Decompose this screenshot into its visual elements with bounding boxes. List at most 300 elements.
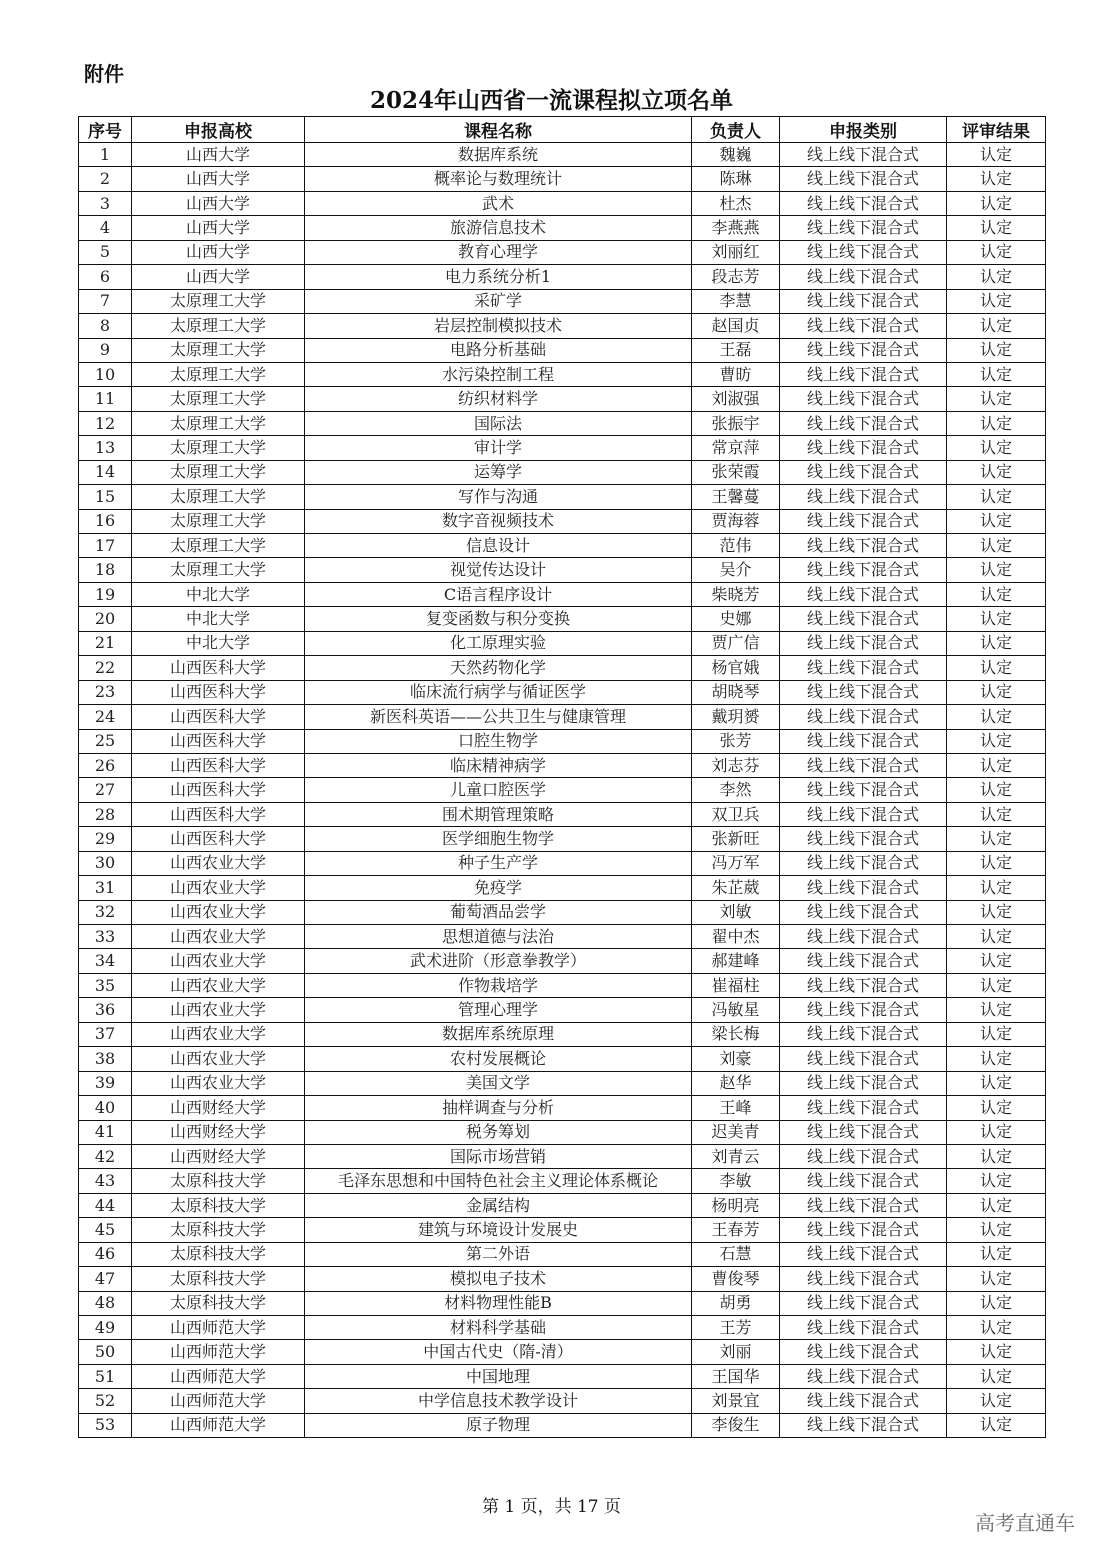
cell-category: 线上线下混合式 (780, 1340, 947, 1364)
cell-lead: 胡勇 (692, 1291, 780, 1315)
cell-category: 线上线下混合式 (780, 1071, 947, 1095)
cell-result: 认定 (947, 1267, 1046, 1291)
cell-course-name: 概率论与数理统计 (305, 167, 692, 191)
table-row (79, 265, 1046, 289)
cell-university: 山西农业大学 (132, 876, 305, 900)
cell-university: 山西农业大学 (132, 925, 305, 949)
course-list-table (78, 116, 1046, 1438)
cell-index: 29 (79, 827, 132, 851)
cell-university: 太原科技大学 (132, 1242, 305, 1266)
cell-category: 线上线下混合式 (780, 289, 947, 313)
cell-category: 线上线下混合式 (780, 827, 947, 851)
cell-university: 太原理工大学 (132, 387, 305, 411)
cell-category: 线上线下混合式 (780, 338, 947, 362)
cell-university: 山西大学 (132, 216, 305, 240)
cell-index: 11 (79, 387, 132, 411)
table-row (79, 1413, 1046, 1437)
cell-result: 认定 (947, 582, 1046, 606)
cell-course-name: 毛泽东思想和中国特色社会主义理论体系概论 (305, 1169, 692, 1193)
cell-lead: 刘丽 (692, 1340, 780, 1364)
cell-lead: 张振宇 (692, 411, 780, 435)
cell-course-name: 数字音视频技术 (305, 509, 692, 533)
cell-university: 山西财经大学 (132, 1096, 305, 1120)
cell-course-name: 管理心理学 (305, 998, 692, 1022)
cell-university: 山西农业大学 (132, 1022, 305, 1046)
cell-result: 认定 (947, 411, 1046, 435)
table-row (79, 143, 1046, 167)
watermark: 高考直通车 (975, 1511, 1075, 1535)
cell-lead: 戴玥赟 (692, 705, 780, 729)
table-row (79, 1389, 1046, 1413)
cell-result: 认定 (947, 949, 1046, 973)
cell-course-name: 新医科英语——公共卫生与健康管理 (305, 705, 692, 729)
cell-index: 28 (79, 802, 132, 826)
cell-lead: 张新旺 (692, 827, 780, 851)
cell-course-name: 武术 (305, 191, 692, 215)
cell-index: 17 (79, 534, 132, 558)
cell-category: 线上线下混合式 (780, 778, 947, 802)
cell-index: 21 (79, 631, 132, 655)
header-course-name: 课程名称 (305, 117, 692, 143)
cell-index: 15 (79, 485, 132, 509)
cell-result: 认定 (947, 827, 1046, 851)
cell-index: 1 (79, 143, 132, 167)
cell-lead: 刘志芬 (692, 753, 780, 777)
cell-course-name: 复变函数与积分变换 (305, 607, 692, 631)
cell-course-name: 农村发展概论 (305, 1047, 692, 1071)
cell-category: 线上线下混合式 (780, 362, 947, 386)
cell-lead: 李敏 (692, 1169, 780, 1193)
cell-index: 5 (79, 240, 132, 264)
cell-university: 太原理工大学 (132, 411, 305, 435)
cell-university: 山西财经大学 (132, 1120, 305, 1144)
cell-index: 7 (79, 289, 132, 313)
cell-lead: 杨官娥 (692, 656, 780, 680)
cell-lead: 王馨蔓 (692, 485, 780, 509)
table-row (79, 949, 1046, 973)
cell-course-name: 免疫学 (305, 876, 692, 900)
cell-category: 线上线下混合式 (780, 851, 947, 875)
cell-lead: 翟中杰 (692, 925, 780, 949)
cell-lead: 刘青云 (692, 1144, 780, 1168)
cell-university: 山西大学 (132, 191, 305, 215)
table-row (79, 827, 1046, 851)
cell-category: 线上线下混合式 (780, 1316, 947, 1340)
table-row (79, 1193, 1046, 1217)
table-row (79, 460, 1046, 484)
cell-course-name: 美国文学 (305, 1071, 692, 1095)
cell-result: 认定 (947, 1022, 1046, 1046)
cell-result: 认定 (947, 656, 1046, 680)
cell-university: 山西大学 (132, 240, 305, 264)
table-header-row (79, 117, 1046, 143)
cell-university: 山西农业大学 (132, 900, 305, 924)
table-row (79, 1022, 1046, 1046)
table-row (79, 1291, 1046, 1315)
cell-result: 认定 (947, 1071, 1046, 1095)
cell-course-name: 材料物理性能B (305, 1291, 692, 1315)
cell-course-name: 临床精神病学 (305, 753, 692, 777)
cell-university: 太原理工大学 (132, 460, 305, 484)
cell-course-name: 国际市场营销 (305, 1144, 692, 1168)
cell-course-name: 材料科学基础 (305, 1316, 692, 1340)
cell-lead: 王峰 (692, 1096, 780, 1120)
table-row (79, 1267, 1046, 1291)
table-row (79, 1120, 1046, 1144)
cell-lead: 柴晓芳 (692, 582, 780, 606)
cell-category: 线上线下混合式 (780, 729, 947, 753)
cell-course-name: 原子物理 (305, 1413, 692, 1437)
cell-result: 认定 (947, 729, 1046, 753)
cell-result: 认定 (947, 1413, 1046, 1437)
cell-result: 认定 (947, 558, 1046, 582)
cell-university: 山西农业大学 (132, 949, 305, 973)
cell-lead: 王芳 (692, 1316, 780, 1340)
cell-lead: 胡晓琴 (692, 680, 780, 704)
cell-lead: 李燕燕 (692, 216, 780, 240)
table-row (79, 582, 1046, 606)
cell-category: 线上线下混合式 (780, 1364, 947, 1388)
cell-category: 线上线下混合式 (780, 1413, 947, 1437)
cell-index: 32 (79, 900, 132, 924)
cell-course-name: 采矿学 (305, 289, 692, 313)
cell-lead: 刘敏 (692, 900, 780, 924)
table-row (79, 851, 1046, 875)
cell-category: 线上线下混合式 (780, 1169, 947, 1193)
cell-category: 线上线下混合式 (780, 705, 947, 729)
cell-category: 线上线下混合式 (780, 876, 947, 900)
cell-course-name: 武术进阶（形意拳教学） (305, 949, 692, 973)
cell-result: 认定 (947, 1047, 1046, 1071)
header-index: 序号 (79, 117, 132, 143)
cell-lead: 赵国贞 (692, 314, 780, 338)
cell-index: 36 (79, 998, 132, 1022)
cell-index: 47 (79, 1267, 132, 1291)
cell-university: 山西大学 (132, 265, 305, 289)
cell-index: 9 (79, 338, 132, 362)
cell-lead: 赵华 (692, 1071, 780, 1095)
cell-index: 6 (79, 265, 132, 289)
cell-category: 线上线下混合式 (780, 1022, 947, 1046)
cell-category: 线上线下混合式 (780, 1096, 947, 1120)
cell-category: 线上线下混合式 (780, 216, 947, 240)
cell-course-name: 口腔生物学 (305, 729, 692, 753)
table-row (79, 558, 1046, 582)
cell-university: 太原科技大学 (132, 1193, 305, 1217)
cell-index: 37 (79, 1022, 132, 1046)
cell-result: 认定 (947, 289, 1046, 313)
cell-university: 太原理工大学 (132, 509, 305, 533)
cell-category: 线上线下混合式 (780, 900, 947, 924)
cell-lead: 杜杰 (692, 191, 780, 215)
cell-university: 山西医科大学 (132, 680, 305, 704)
cell-result: 认定 (947, 973, 1046, 997)
cell-lead: 吴介 (692, 558, 780, 582)
table-row (79, 1242, 1046, 1266)
page-number: 第 1 页，共 17 页 (481, 1497, 622, 1517)
cell-index: 30 (79, 851, 132, 875)
cell-index: 40 (79, 1096, 132, 1120)
table-row (79, 167, 1046, 191)
cell-result: 认定 (947, 1120, 1046, 1144)
header-university: 申报高校 (132, 117, 305, 143)
table-row (79, 1071, 1046, 1095)
attachment-label: 附件 (84, 62, 124, 86)
table-row (79, 436, 1046, 460)
cell-university: 中北大学 (132, 607, 305, 631)
cell-university: 山西医科大学 (132, 802, 305, 826)
cell-course-name: 数据库系统 (305, 143, 692, 167)
table-row (79, 973, 1046, 997)
table-row (79, 191, 1046, 215)
cell-index: 10 (79, 362, 132, 386)
cell-result: 认定 (947, 607, 1046, 631)
cell-category: 线上线下混合式 (780, 607, 947, 631)
cell-index: 43 (79, 1169, 132, 1193)
cell-index: 4 (79, 216, 132, 240)
table-row (79, 362, 1046, 386)
cell-course-name: 运筹学 (305, 460, 692, 484)
cell-result: 认定 (947, 705, 1046, 729)
cell-index: 25 (79, 729, 132, 753)
cell-course-name: 医学细胞生物学 (305, 827, 692, 851)
cell-index: 13 (79, 436, 132, 460)
cell-lead: 张芳 (692, 729, 780, 753)
cell-lead: 李慧 (692, 289, 780, 313)
cell-category: 线上线下混合式 (780, 167, 947, 191)
cell-university: 太原理工大学 (132, 558, 305, 582)
cell-lead: 曹昉 (692, 362, 780, 386)
table-row (79, 680, 1046, 704)
cell-course-name: 中国古代史（隋-清） (305, 1340, 692, 1364)
cell-university: 中北大学 (132, 631, 305, 655)
cell-course-name: 葡萄酒品尝学 (305, 900, 692, 924)
cell-index: 27 (79, 778, 132, 802)
table-row (79, 876, 1046, 900)
table-row (79, 998, 1046, 1022)
cell-result: 认定 (947, 1096, 1046, 1120)
cell-university: 山西医科大学 (132, 729, 305, 753)
cell-university: 山西医科大学 (132, 827, 305, 851)
cell-university: 山西师范大学 (132, 1340, 305, 1364)
cell-lead: 杨明亮 (692, 1193, 780, 1217)
cell-university: 山西师范大学 (132, 1316, 305, 1340)
table-row (79, 1047, 1046, 1071)
cell-index: 14 (79, 460, 132, 484)
cell-result: 认定 (947, 240, 1046, 264)
cell-university: 太原理工大学 (132, 289, 305, 313)
cell-university: 山西大学 (132, 167, 305, 191)
cell-result: 认定 (947, 1340, 1046, 1364)
cell-course-name: 种子生产学 (305, 851, 692, 875)
cell-course-name: 建筑与环境设计发展史 (305, 1218, 692, 1242)
cell-lead: 刘豪 (692, 1047, 780, 1071)
cell-category: 线上线下混合式 (780, 656, 947, 680)
cell-category: 线上线下混合式 (780, 1291, 947, 1315)
cell-lead: 梁长梅 (692, 1022, 780, 1046)
cell-course-name: 视觉传达设计 (305, 558, 692, 582)
cell-index: 18 (79, 558, 132, 582)
cell-index: 2 (79, 167, 132, 191)
table-row (79, 778, 1046, 802)
header-category: 申报类别 (780, 117, 947, 143)
cell-category: 线上线下混合式 (780, 1193, 947, 1217)
cell-category: 线上线下混合式 (780, 143, 947, 167)
cell-index: 49 (79, 1316, 132, 1340)
cell-category: 线上线下混合式 (780, 949, 947, 973)
table-row (79, 705, 1046, 729)
cell-lead: 张荣霞 (692, 460, 780, 484)
cell-course-name: 儿童口腔医学 (305, 778, 692, 802)
table-row (79, 1364, 1046, 1388)
table-row (79, 387, 1046, 411)
cell-result: 认定 (947, 900, 1046, 924)
cell-category: 线上线下混合式 (780, 1242, 947, 1266)
table-row (79, 900, 1046, 924)
cell-lead: 贾海蓉 (692, 509, 780, 533)
cell-lead: 常京萍 (692, 436, 780, 460)
cell-result: 认定 (947, 485, 1046, 509)
cell-course-name: 岩层控制模拟技术 (305, 314, 692, 338)
cell-result: 认定 (947, 1242, 1046, 1266)
table-row (79, 1169, 1046, 1193)
table-row (79, 631, 1046, 655)
cell-result: 认定 (947, 1291, 1046, 1315)
table-row (79, 925, 1046, 949)
table-row (79, 485, 1046, 509)
cell-lead: 魏巍 (692, 143, 780, 167)
cell-lead: 段志芳 (692, 265, 780, 289)
cell-university: 太原理工大学 (132, 534, 305, 558)
table-row (79, 314, 1046, 338)
cell-result: 认定 (947, 802, 1046, 826)
table-row (79, 753, 1046, 777)
cell-university: 山西农业大学 (132, 998, 305, 1022)
cell-category: 线上线下混合式 (780, 1218, 947, 1242)
cell-index: 38 (79, 1047, 132, 1071)
cell-university: 山西财经大学 (132, 1144, 305, 1168)
cell-category: 线上线下混合式 (780, 1047, 947, 1071)
cell-course-name: 第二外语 (305, 1242, 692, 1266)
cell-result: 认定 (947, 1144, 1046, 1168)
cell-index: 48 (79, 1291, 132, 1315)
cell-course-name: 教育心理学 (305, 240, 692, 264)
cell-course-name: 国际法 (305, 411, 692, 435)
cell-category: 线上线下混合式 (780, 753, 947, 777)
cell-category: 线上线下混合式 (780, 680, 947, 704)
table-row (79, 411, 1046, 435)
cell-result: 认定 (947, 753, 1046, 777)
cell-category: 线上线下混合式 (780, 558, 947, 582)
cell-category: 线上线下混合式 (780, 509, 947, 533)
cell-university: 山西医科大学 (132, 753, 305, 777)
table-row (79, 656, 1046, 680)
cell-course-name: 作物栽培学 (305, 973, 692, 997)
cell-lead: 刘丽红 (692, 240, 780, 264)
cell-university: 山西医科大学 (132, 705, 305, 729)
cell-index: 26 (79, 753, 132, 777)
cell-lead: 王国华 (692, 1364, 780, 1388)
cell-university: 山西农业大学 (132, 851, 305, 875)
cell-result: 认定 (947, 1316, 1046, 1340)
cell-category: 线上线下混合式 (780, 191, 947, 215)
cell-category: 线上线下混合式 (780, 387, 947, 411)
cell-result: 认定 (947, 436, 1046, 460)
cell-index: 16 (79, 509, 132, 533)
cell-result: 认定 (947, 851, 1046, 875)
cell-course-name: 纺织材料学 (305, 387, 692, 411)
cell-lead: 冯敏星 (692, 998, 780, 1022)
cell-university: 山西大学 (132, 143, 305, 167)
cell-category: 线上线下混合式 (780, 265, 947, 289)
cell-lead: 朱芷葳 (692, 876, 780, 900)
cell-category: 线上线下混合式 (780, 485, 947, 509)
cell-lead: 郝建峰 (692, 949, 780, 973)
cell-university: 太原理工大学 (132, 485, 305, 509)
cell-index: 46 (79, 1242, 132, 1266)
cell-result: 认定 (947, 876, 1046, 900)
cell-index: 45 (79, 1218, 132, 1242)
cell-university: 山西农业大学 (132, 1047, 305, 1071)
cell-course-name: 旅游信息技术 (305, 216, 692, 240)
cell-course-name: 抽样调查与分析 (305, 1096, 692, 1120)
document-title: 2024年山西省一流课程拟立项名单 (369, 87, 733, 114)
cell-course-name: 围术期管理策略 (305, 802, 692, 826)
cell-result: 认定 (947, 314, 1046, 338)
cell-lead: 刘景宜 (692, 1389, 780, 1413)
cell-category: 线上线下混合式 (780, 998, 947, 1022)
cell-index: 39 (79, 1071, 132, 1095)
cell-index: 19 (79, 582, 132, 606)
cell-course-name: 电力系统分析1 (305, 265, 692, 289)
header-lead: 负责人 (692, 117, 780, 143)
cell-index: 12 (79, 411, 132, 435)
cell-result: 认定 (947, 534, 1046, 558)
cell-university: 中北大学 (132, 582, 305, 606)
cell-course-name: 中国地理 (305, 1364, 692, 1388)
table-row (79, 289, 1046, 313)
cell-category: 线上线下混合式 (780, 436, 947, 460)
cell-result: 认定 (947, 925, 1046, 949)
cell-category: 线上线下混合式 (780, 1267, 947, 1291)
cell-result: 认定 (947, 1389, 1046, 1413)
cell-index: 51 (79, 1364, 132, 1388)
cell-course-name: 审计学 (305, 436, 692, 460)
cell-result: 认定 (947, 778, 1046, 802)
cell-category: 线上线下混合式 (780, 240, 947, 264)
cell-index: 35 (79, 973, 132, 997)
cell-category: 线上线下混合式 (780, 460, 947, 484)
cell-result: 认定 (947, 167, 1046, 191)
cell-lead: 迟美青 (692, 1120, 780, 1144)
cell-index: 22 (79, 656, 132, 680)
cell-university: 山西农业大学 (132, 1071, 305, 1095)
cell-index: 23 (79, 680, 132, 704)
cell-course-name: 水污染控制工程 (305, 362, 692, 386)
cell-category: 线上线下混合式 (780, 631, 947, 655)
cell-university: 山西农业大学 (132, 973, 305, 997)
table-row (79, 1096, 1046, 1120)
cell-category: 线上线下混合式 (780, 925, 947, 949)
cell-course-name: C语言程序设计 (305, 582, 692, 606)
table-row (79, 802, 1046, 826)
cell-result: 认定 (947, 509, 1046, 533)
cell-university: 太原理工大学 (132, 338, 305, 362)
cell-result: 认定 (947, 216, 1046, 240)
cell-lead: 刘淑强 (692, 387, 780, 411)
cell-lead: 陈琳 (692, 167, 780, 191)
table-row (79, 509, 1046, 533)
